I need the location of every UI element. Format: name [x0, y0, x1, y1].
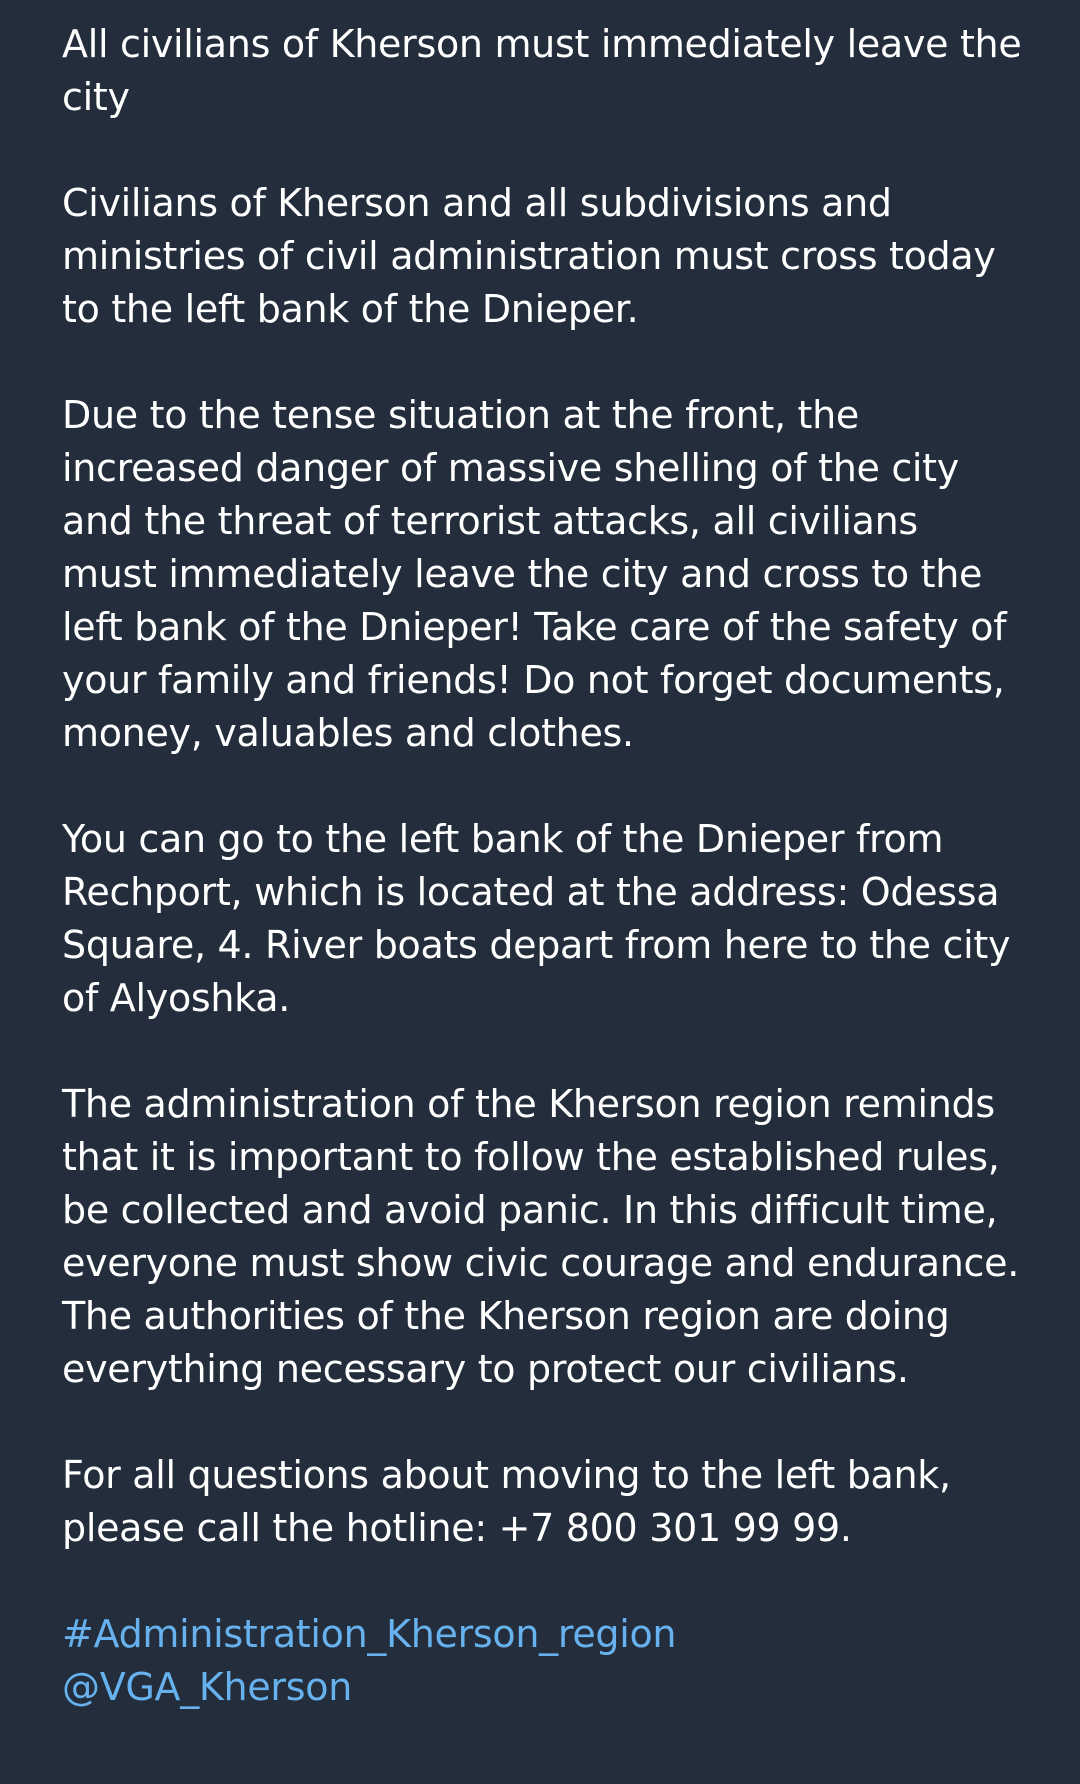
- mention-link[interactable]: @VGA_Kherson: [62, 1665, 352, 1709]
- message-headline: All civilians of Kherson must immediately leave the city: [62, 22, 1022, 119]
- message-paragraph: You can go to the left bank of the Dnieper from Rechport, which is located at the address: Odessa Square, 4. River boats depart from here to the city of Alyoshka.: [62, 817, 1011, 1020]
- message-paragraph: Due to the tense situation at the front, the increased danger of massive shelling of the city and the threat of terrorist attacks, all civilians must immediately leave the city and cross to the left bank of the Dnieper! Take care of the safety of your family and friends! Do not forget documents, money, valuables and clothes.: [62, 393, 1007, 755]
- message-paragraph: Civilians of Kherson and all subdivisions and ministries of civil administration must cross today to the left bank of the Dnieper.: [62, 181, 996, 331]
- hashtag-link[interactable]: #Administration_Kherson_region: [62, 1612, 677, 1656]
- message-paragraph: For all questions about moving to the left bank, please call the hotline: +7 800 301 99 99.: [62, 1453, 951, 1550]
- message-paragraph: The administration of the Kherson region reminds that it is important to follow the established rules, be collected and avoid panic. In this difficult time, everyone must show civic courage and endurance. The authorities of the Kherson region are doing everything necessary to protect our civilians.: [62, 1082, 1019, 1391]
- message-body: [62, 18, 1022, 1714]
